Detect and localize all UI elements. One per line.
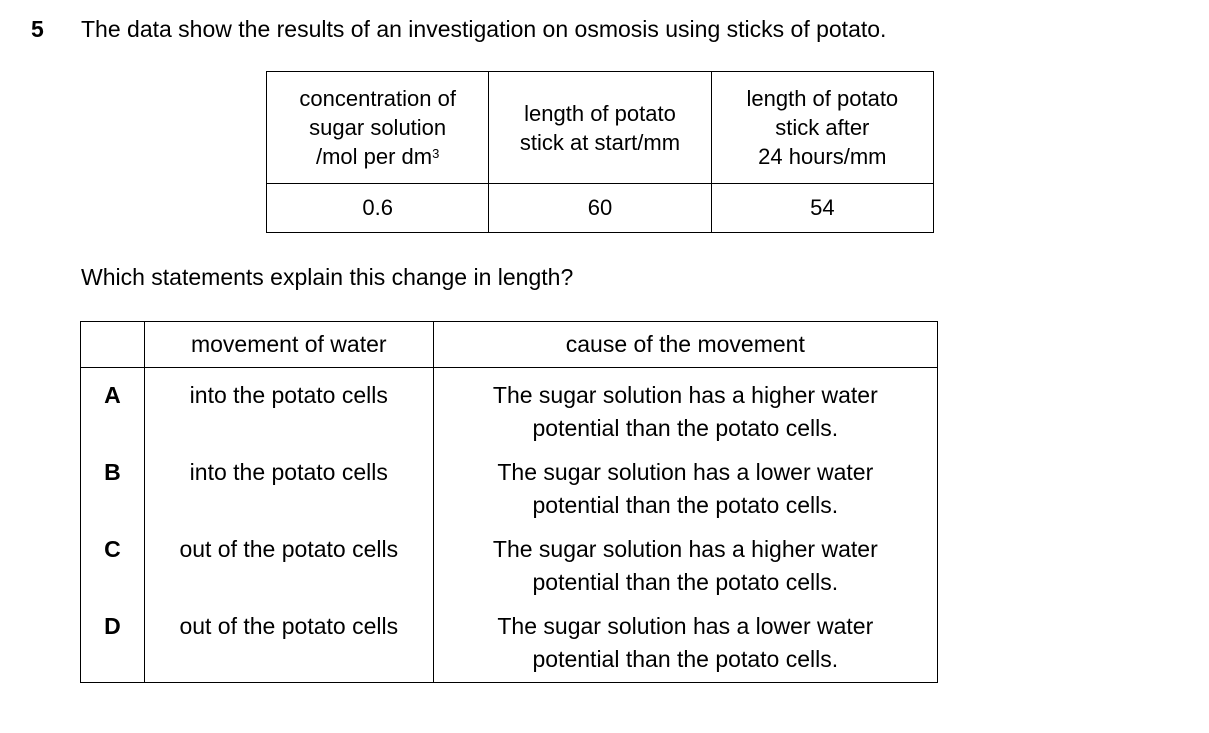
- header-start-length-line2: stick at start/mm: [519, 129, 681, 155]
- cell-end-length: 54: [711, 184, 933, 233]
- option-letter[interactable]: C: [81, 522, 145, 599]
- option-movement: out of the potato cells: [144, 599, 433, 682]
- option-cause-line2: potential than the potato cells.: [532, 492, 839, 518]
- question-number: 5: [31, 16, 44, 42]
- option-cause-line2: potential than the potato cells.: [532, 569, 839, 595]
- option-movement: into the potato cells: [144, 368, 433, 446]
- option-cause-line2: potential than the potato cells.: [532, 646, 839, 672]
- option-letter[interactable]: A: [81, 368, 145, 446]
- option-cause: [433, 599, 937, 682]
- header-end-length: [711, 72, 933, 184]
- cell-start-length: 60: [489, 184, 711, 233]
- option-movement: into the potato cells: [144, 445, 433, 522]
- option-movement: out of the potato cells: [144, 522, 433, 599]
- option-cause-line2: potential than the potato cells.: [532, 415, 839, 441]
- option-letter[interactable]: B: [81, 445, 145, 522]
- header-cause: cause of the movement: [433, 322, 937, 368]
- header-start-length: [489, 72, 711, 184]
- option-cause-line1: The sugar solution has a lower water: [497, 613, 874, 639]
- option-row-c[interactable]: [81, 522, 938, 599]
- header-concentration-line2: sugar solution: [309, 115, 447, 140]
- results-data-row: [267, 184, 934, 233]
- header-concentration-exponent: 3: [432, 146, 440, 161]
- header-end-length-line3: 24 hours/mm: [758, 144, 887, 169]
- header-movement: movement of water: [144, 322, 433, 368]
- results-table: [266, 71, 934, 233]
- option-row-a[interactable]: [81, 368, 938, 446]
- question-stem: The data show the results of an investigation on osmosis using sticks of potato.: [81, 16, 887, 42]
- header-end-length-line2: stick after: [775, 115, 870, 140]
- option-cause: [433, 368, 937, 446]
- option-cause-line1: The sugar solution has a higher water: [492, 536, 878, 562]
- header-start-length-line1: length of potato: [524, 100, 676, 126]
- options-header-row: [81, 322, 938, 368]
- question-prompt: Which statements explain this change in length?: [81, 264, 574, 290]
- option-cause-line1: The sugar solution has a higher water: [492, 382, 878, 408]
- option-letter[interactable]: D: [81, 599, 145, 682]
- answer-options-table: [80, 321, 938, 683]
- option-cause: [433, 445, 937, 522]
- header-end-length-line1: length of potato: [746, 86, 899, 111]
- option-row-b[interactable]: [81, 445, 938, 522]
- option-row-d[interactable]: [81, 599, 938, 682]
- header-concentration-line1: concentration of: [299, 86, 456, 111]
- cell-concentration: 0.6: [267, 184, 489, 233]
- option-cause: [433, 522, 937, 599]
- header-concentration-line3: /mol per dm: [315, 144, 433, 169]
- header-letter: [81, 322, 145, 368]
- results-header-row: [267, 72, 934, 184]
- header-concentration: [267, 72, 489, 184]
- option-cause-line1: The sugar solution has a lower water: [497, 459, 874, 485]
